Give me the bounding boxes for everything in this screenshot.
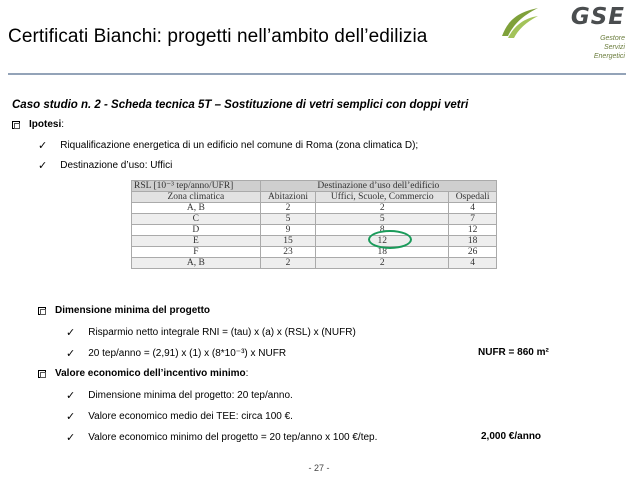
checkmark-icon: ✓ <box>38 159 48 172</box>
column-header: Uffici, Scuole, Commercio <box>316 192 449 203</box>
page-title: Certificati Bianchi: progetti nell’ambito dell’edilizia <box>8 26 428 47</box>
dimensione-label: Dimensione minima del progetto <box>55 305 211 316</box>
checkmark-icon: ✓ <box>66 326 76 339</box>
table-row <box>132 203 497 214</box>
list-item <box>66 347 286 360</box>
valore-result: 2,000 €/anno <box>481 431 542 442</box>
table-header-cell: Destinazione d’uso dell’edificio <box>260 181 496 192</box>
column-header: Zona climatica <box>132 192 261 203</box>
table-cell: 9 <box>260 225 316 236</box>
ipotesi-colon: : <box>61 119 65 130</box>
table-cell: C <box>132 214 261 225</box>
table-cell: A, B <box>132 258 261 269</box>
table-cell: 5 <box>260 214 316 225</box>
case-study-heading: Caso studio n. 2 - Scheda tecnica 5T – Sostituzione di vetri semplici con doppi vetri <box>12 99 469 111</box>
square-bullet-icon <box>38 307 46 315</box>
table-cell: 26 <box>449 247 497 258</box>
title-divider <box>8 73 626 75</box>
table-cell: D <box>132 225 261 236</box>
table-cell: A, B <box>132 203 261 214</box>
list-item-text: Risparmio netto integrale RNI = (tau) x (a) x (RSL) x (NUFR) <box>88 327 356 338</box>
list-item <box>66 431 377 444</box>
logo-sub-line: Energetici <box>593 53 625 60</box>
checkmark-icon: ✓ <box>66 431 76 444</box>
list-item-text: 20 tep/anno = (2,91) x (1) x (8*10⁻³) x NUFR <box>88 348 287 359</box>
ipotesi-label: Ipotesi <box>29 119 62 130</box>
table-cell: 5 <box>316 214 449 225</box>
list-item-text: Valore economico medio dei TEE: circa 100 €. <box>88 411 293 422</box>
list-item-text: Destinazione d’uso: Uffici <box>60 160 173 171</box>
table-row <box>132 236 497 247</box>
table-cell: 4 <box>449 258 497 269</box>
table-cell: 18 <box>449 236 497 247</box>
table-cell: E <box>132 236 261 247</box>
table-cell: 2 <box>260 258 316 269</box>
table-cell: 8 <box>316 225 449 236</box>
page-number: - 27 - <box>308 463 330 473</box>
table-header-cell: RSL [10⁻³ tep/anno/UFR] <box>132 181 261 192</box>
table-cell: F <box>132 247 261 258</box>
rsl-table <box>131 180 497 269</box>
table-cell: 18 <box>316 247 449 258</box>
table-cell: 2 <box>316 203 449 214</box>
table-header-row <box>132 181 497 192</box>
list-item <box>66 389 293 402</box>
checkmark-icon: ✓ <box>66 389 76 402</box>
list-item-text: Dimensione minima del progetto: 20 tep/anno. <box>88 390 293 401</box>
table-cell: 2 <box>260 203 316 214</box>
valore-label: Valore economico dell’incentivo minimo <box>55 368 246 379</box>
logo-swoosh-icon <box>500 6 540 40</box>
bullet-dimensione <box>38 305 210 316</box>
table-cell: 12 <box>449 225 497 236</box>
table-row <box>132 258 497 269</box>
list-item <box>38 159 172 172</box>
logo-sub-line: Servizi <box>603 44 625 51</box>
list-item-text: Valore economico minimo del progetto = 20 tep/anno x 100 €/tep. <box>88 432 378 443</box>
highlight-circle <box>368 230 412 249</box>
table-cell: 23 <box>260 247 316 258</box>
checkmark-icon: ✓ <box>66 347 76 360</box>
table-column-header-row <box>132 192 497 203</box>
table-cell: 4 <box>449 203 497 214</box>
bullet-ipotesi <box>12 119 64 130</box>
valore-colon: : <box>245 368 249 379</box>
column-header: Ospedali <box>449 192 497 203</box>
table-cell: 7 <box>449 214 497 225</box>
table-row <box>132 247 497 258</box>
table-row <box>132 214 497 225</box>
column-header: Abitazioni <box>260 192 316 203</box>
square-bullet-icon <box>38 370 46 378</box>
table-cell: 12 <box>316 236 449 247</box>
bullet-valore <box>38 368 248 379</box>
table-row <box>132 225 497 236</box>
gse-logo <box>500 4 625 72</box>
square-bullet-icon <box>12 121 20 129</box>
checkmark-icon: ✓ <box>66 410 76 423</box>
table-cell: 2 <box>316 258 449 269</box>
checkmark-icon: ✓ <box>38 139 48 152</box>
list-item <box>38 139 418 152</box>
logo-wordmark: GSE <box>570 4 625 30</box>
list-item <box>66 326 356 339</box>
table-cell: 15 <box>260 236 316 247</box>
nufr-result: NUFR = 860 m² <box>478 347 549 358</box>
list-item-text: Riqualificazione energetica di un edificio nel comune di Roma (zona climatica D); <box>60 140 419 151</box>
logo-sub-line: Gestore <box>600 35 625 42</box>
list-item <box>66 410 293 423</box>
